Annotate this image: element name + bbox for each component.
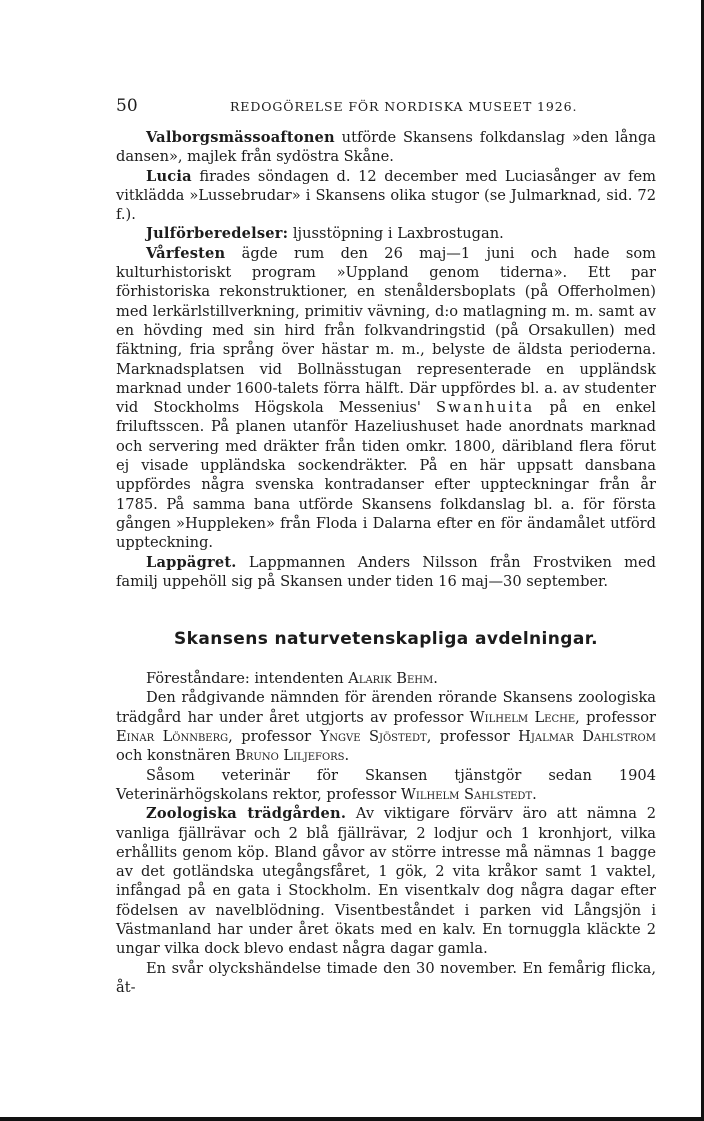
paragraph-text: utförde Skansens folkdanslag »den långa dansen», majlek från sydöstra Skåne. <box>116 129 656 166</box>
paragraph-text: firades söndagen d. 12 december med Luciasånger av fem vitklädda »Lussebrudar» i Skansens olika stugor (se Julmarknad, sid. 72 f.). <box>116 167 656 224</box>
paragraph-lucia <box>116 167 656 225</box>
paragraph-lead: Vårfesten <box>146 244 226 262</box>
paragraph-text: Den rådgivande nämnden för ärenden rörande Skansens zoologiska trädgård har under året utgjorts av professor <box>116 689 656 726</box>
paragraph-text: , professor <box>575 708 656 726</box>
section-natural-science <box>116 669 656 997</box>
paragraph-lead: Lappägret. <box>146 553 237 571</box>
paragraph-valborg <box>116 128 656 167</box>
paragraph-veterinar <box>116 766 656 805</box>
paragraph-text: . <box>532 785 537 803</box>
paragraph-lapplagret <box>116 553 656 592</box>
paragraph-julforberedelser <box>116 224 656 243</box>
paragraph-text: Såsom veterinär för Skansen tjänstgör sedan 1904 Veterinärhögskolans rektor, professor <box>116 766 656 803</box>
paragraph-lead: Julförberedelser: <box>146 225 289 243</box>
paragraph-lead: Zoologiska trädgården. <box>146 805 347 823</box>
paragraph-text: och konstnären <box>116 747 236 765</box>
paragraph-namnden <box>116 688 656 765</box>
paragraph-text: , professor <box>426 728 519 746</box>
paragraph-text: Lappmannen Anders Nilsson från Frostviken med familj uppehöll sig på Skansen under tiden 16 maj—30 september. <box>116 553 656 590</box>
paragraph-text: , professor <box>228 728 320 746</box>
paragraph-text: . <box>433 670 438 688</box>
person-name: Wilhelm Leche <box>469 708 576 726</box>
page-edge-bottom <box>0 1117 704 1121</box>
section-festivities <box>116 128 656 591</box>
page-number: 50 <box>116 96 138 116</box>
paragraph-lead: Lucia <box>146 167 192 185</box>
person-name: Hjalmar Dahlstrom <box>518 728 656 746</box>
paragraph-forestandare <box>116 669 656 688</box>
paragraph-text: . <box>344 747 350 765</box>
person-name: Yngve Sjöstedt <box>319 728 427 746</box>
section-heading: Skansens naturvetenskapliga avdelningar. <box>174 629 598 650</box>
person-name: Wilhelm Sahlstedt <box>400 785 533 803</box>
person-name: Alarik Behm <box>348 670 434 688</box>
paragraph-varfesten <box>116 244 656 553</box>
paragraph-lead: Valborgsmässoaftonen <box>146 129 335 146</box>
person-name: Bruno Liljefors <box>235 747 345 765</box>
page-header <box>116 96 656 120</box>
paragraph-text: Föreståndare: intendenten <box>146 670 349 688</box>
document-page <box>116 96 656 997</box>
paragraph-text: på en enkel friluftsscen. På planen utanför Hazeliushuset hade anordnats marknad och servering med dräkter från tiden omkr. 1800, däribland flera förut ej visade uppländska sockendräkter. På en här uppsatt dansbana uppfördes några svenska kontradanser efter uppteckningar från år 1785. På samma bana utförde Skansens folkdanslag bl. a. för första gången »Huppleken» från Floda i Dalarna efter en för ändamålet utförd uppteckning. <box>116 399 656 552</box>
paragraph-text: En svår olyckshändelse timade den 30 november. En femårig flicka, åt- <box>116 959 656 996</box>
paragraph-text: ljusstöpning i Laxbrostugan. <box>288 225 504 243</box>
paragraph-zoologiska <box>116 804 656 958</box>
person-name: Einar Lönnberg <box>116 728 229 746</box>
play-title: Swanhuita <box>436 399 535 417</box>
paragraph-text: Av viktigare förvärv äro att nämna 2 vanliga fjällrävar och 2 blå fjällrävar, 2 lodjur och 1 kronhjort, vilka erhållits genom köp. Bland gåvor av större intresse må nämnas 1 bagge av det gotländska utegångsfåret, 1 gök, 2 vita kråkor samt 1 vaktel, infångad på en gata i Stockholm. En visentkalv dog några dagar efter födelsen av navelblödning. Visentbeståndet i parken vid Långsjön i Västmanland har under året ökats med en kalv. En tornuggla kläckte 2 ungar vilka dock blevo endast några dagar gamla. <box>116 805 657 958</box>
running-title: REDOGÖRELSE FÖR NORDISKA MUSEET 1926. <box>230 99 578 114</box>
paragraph-text: ägde rum den 26 maj—1 juni och hade som kulturhistoriskt program »Uppland genom tiderna». Ett par förhistoriska rekonstruktioner, en stenåldersboplats (på Offerholmen) med lerkärlstillverkning, primitiv vävning, d:o matlagning m. m. samt av en hövding med sin hird från folkvandringstid (på Orsakullen) med fäktning, fria språng över hästar m. m., belyste de äldsta perioderna. Marknadsplatsen vid Bollnässtugan representerade en uppländsk marknad under 1600-talets förra hälft. Där uppfördes bl. a. av studenter vid Stockholms Högskola Messenius' <box>116 244 656 417</box>
paragraph-olyckshandelse <box>116 959 656 998</box>
